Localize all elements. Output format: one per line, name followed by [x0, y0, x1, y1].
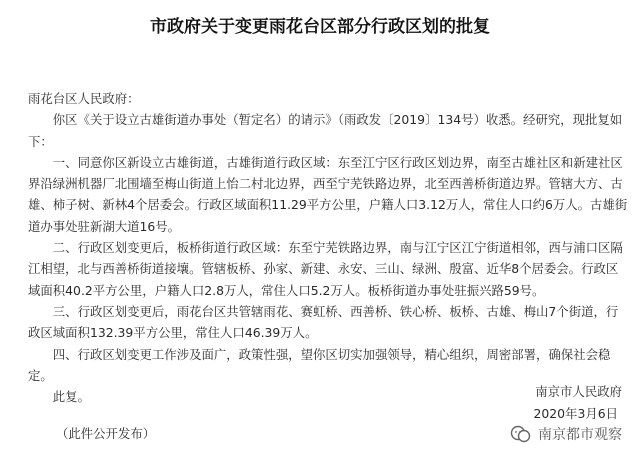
watermark-text: 南京都市观察 — [538, 427, 622, 443]
signature-date: 2020年3月6日 — [533, 406, 618, 421]
paragraph-4: 四、行政区划变更工作涉及面广，政策性强，望你区切实加强领导，精心组织，周密部署，确保社会稳定。 — [28, 346, 611, 383]
paragraph-3: 三、行政区划变更后，雨花台区共管辖雨花、赛虹桥、西善桥、铁心桥、板桥、古雄、梅山7个街道，行政区域面积132.39平方公里，常住人口46.39万人。 — [28, 303, 619, 341]
wechat-official-account-icon — [510, 425, 532, 443]
watermark — [510, 424, 622, 444]
addressee: 雨花台区人民政府： — [28, 91, 140, 106]
signature-org: 南京市人民政府 — [535, 384, 622, 399]
document-title: 市政府关于变更雨花台区部分行政区划的批复 — [150, 17, 490, 37]
document-body — [28, 88, 628, 407]
paragraph-intro: 你区《关于设立古雄街道办事处（暂定名）的请示》（雨政发〔2019〕134号）收悉。经研究，现批复如下： — [28, 112, 623, 149]
publication-note: （此件公开发布） — [56, 426, 156, 441]
paragraph-1: 一、同意你区新设立古雄街道，古雄街道行政区域：东至江宁区行政区划边界，南至古雄社区和新建社区界沿绿洲机器厂北围墙至梅山街道上怡二村北边界，西至宁芜铁路边界，北至西善桥街道边界。管辖大方、古雄、柿子树、新林4个居委会。行政区域面积11.29平方公里，户籍人口3.12万人，常住人口约6万人。古雄街道办事处驻新湖大道16号。 — [28, 154, 628, 234]
paragraph-closing: 此复。 — [52, 389, 90, 405]
paragraph-2: 二、行政区划变更后，板桥街道行政区域：东至宁芜铁路边界，南与江宁区江宁街道相邻，西与浦口区隔江相望，北与西善桥街道接壤。管辖板桥、孙家、新建、永安、三山、绿洲、殷富、近华8个居委会。行政区域面积40.2平方公里，户籍人口2.8万人，常住人口5.2万人。板桥街道办事处驻振兴路59号。 — [28, 240, 623, 298]
